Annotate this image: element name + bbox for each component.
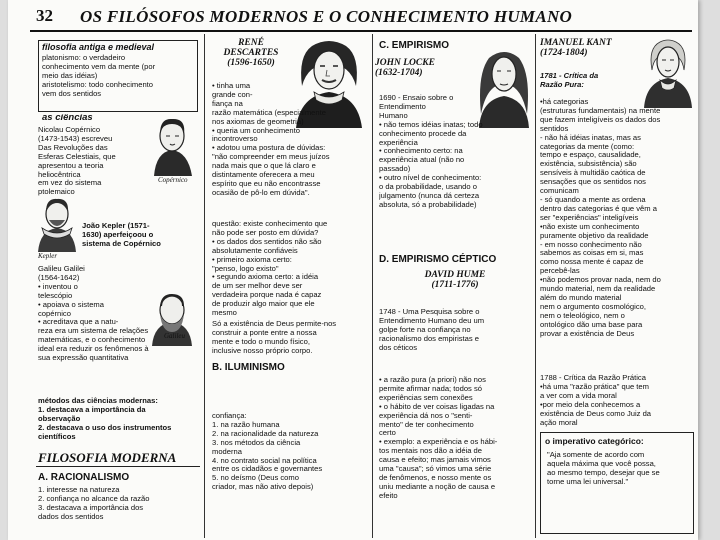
hume-points: • a razão pura (a priori) não nos permite afirmar nada; todos só experiências sem conexões • o hábito de ver coisas ligadas na experiência dá nos o "senti- mento" de ter conhecimento certo • exemplo: a experiência e os hábi- tos mentais nos dão a idéia de causa e efeito; mas jamais vimos uma "causa"; só vimos uma série de fenômenos, e nosso mente os uniu mediante a noção de causa e efeito: [379, 376, 498, 500]
empirismo-ceptico-title: D. EMPIRISMO CÉPTICO: [379, 254, 497, 265]
kepler-text: João Kepler (1571- 1630) aperfeiçoou o sistema de Copérnico: [82, 222, 161, 248]
copernico-caption: Copérnico: [158, 176, 188, 184]
descartes-deus: Só a existência de Deus permite-nos construir a ponte entre a nossa mente e todo o mundo físico, inclusive nosso próprio corpo.: [212, 320, 337, 355]
antiga-medieval-text: platonismo: o verdadeiro conhecimento vem da mente (por meio das idéias) aristotelismo: todo conhecimento vem dos sentidos: [42, 54, 156, 98]
locke-text: 1690 - Ensaio sobre o Entendimento Humano • não temos idéias inatas; todo conhecimento procede da experiência • conhecimento certo: na experiência atual (não no passado) • outro nível de conhecimento: o da probabilidade, usando o julgamento (nunca dá certeza absoluta, só a probabilidade): [379, 94, 483, 209]
column-descartes: [208, 36, 370, 536]
iluminismo-title: B. ILUMINISMO: [212, 362, 285, 373]
hume-name: DAVID HUME (1711-1776): [424, 270, 486, 290]
kant-name: IMANUEL KANT (1724-1804): [540, 38, 612, 58]
racionalismo-text: 1. interesse na natureza 2. confiança no alcance da razão 3. destacava a importância dos dados dos sentidos: [38, 486, 150, 521]
copernico-portrait: [146, 112, 198, 176]
imperativo-box: [540, 432, 694, 534]
racionalismo-title: A. RACIONALISMO: [38, 472, 130, 483]
descartes-questao: questão: existe conhecimento que não pode ser posto em dúvida? • os dados dos sentidos não são absolutamente confiáveis • primeiro axioma certo: "penso, logo existo" • segundo axioma certo: a idéia de um ser melhor deve ser verdadeira porque nada é capaz de produzir algo maior que ele mesmo: [212, 220, 328, 318]
column-divider: [204, 34, 205, 538]
locke-name: JOHN LOCKE (1632-1704): [375, 58, 435, 78]
column-empirismo: [375, 36, 535, 536]
galileu-caption: Galileu: [164, 332, 185, 340]
kant-1788: 1788 - Crítica da Razão Prática •há uma "razão prática" que tem a ver com a vida moral •por meio dela conhecemos a existência de Deus como Juiz da ação moral: [540, 374, 652, 427]
column-divider: [372, 34, 373, 538]
kant-1781: 1781 - Crítica da Razão Pura:: [540, 72, 599, 89]
imperativo-text: "Aja somente de acordo com aquela máxima que você possa, ao mesmo tempo, desejar que se torne uma lei universal.": [547, 451, 660, 486]
kepler-portrait: [34, 192, 80, 252]
copernico-text: Nicolau Copérnico (1473-1543) escreveu Das Revoluções das Esferas Celestiais, que apresentou a teoria heliocêntrica em vez do sistema ptolemaico: [38, 126, 116, 197]
descartes-text: • tinha uma grande con- fiança na razão matemática (especialmente nos axiomas de geometria) • queria um conhecimento incontroverso • adotou uma postura de dúvidas: "não compreender em meus juízos nada mais que o que lá claro e distintamente oferecera a meu espírito que eu não encontrasse ocasião de pô-lo em dúvida".: [212, 82, 330, 197]
metodos-body: métodos das ciências modernas: 1. destacava a importância da observação 2. destacava o uso dos instrumentos científicos: [38, 395, 172, 441]
page-number: 32: [36, 6, 53, 25]
hume-text: 1748 - Uma Pesquisa sobre o Entendimento Humano deu um golpe forte na confiança no racionalismo dos empiristas e dos céticos: [379, 308, 485, 352]
column-antiga-ciencias: [30, 36, 200, 536]
kant-text: •há categorias (estruturas fundamentais) na mente que fazem inteligíveis os dados dos sentidos - não há idéias inatas, mas as categorias da mente (como: tempo e espaço, causalidade, existência, subsistência) são sensíveis à multidão caótica de sensações que os sentidos nos comunicam - só quando a mente as ordena dentro das categorias é que vêm a ser "experiências" inteligíveis •não existe um conhecimento puramente objetivo da realidade - em nosso conhecimento não sabemos as coisas em si, mas como nossa mente é capaz de percebê-las •não podemos provar nada, nem do mundo material, nem da realidade além do mundo material nem o argumento cosmológico, nem o teleológico, nem o ontológico dão uma base para provar a existência de Deus: [540, 98, 661, 338]
empirismo-title: C. EMPIRISMO: [379, 40, 450, 51]
header-rule: [30, 30, 692, 32]
kepler-caption: Kepler: [38, 252, 58, 260]
imperativo-title: o imperativo categórico:: [545, 437, 644, 446]
antiga-medieval-title: filosofia antiga e medieval: [42, 43, 155, 52]
iluminismo-text: confiança: 1. na razão humana 2. na racionalidade da natureza 3. nos métodos da ciência moderna 4. no contrato social na política entre os cidadãos e governantes 5. no deísmo (Deus como criador, mas não ativo depois): [212, 412, 323, 492]
ciencias-heading: as ciências: [42, 114, 93, 123]
filosofia-moderna-title: FILOSOFIA MODERNA: [38, 450, 177, 465]
filosofia-moderna-rule: [36, 466, 200, 467]
galileu-text: Galileu Galilei (1564-1642) • inventou o telescópio • apoiava o sistema copérnico • acreditava que a natu- reza era um sistema de relações matemáticas, e o conhecimento ideal era reduzir os fenômenos à sua expressão quantitativa: [38, 265, 149, 363]
book-page: [8, 0, 698, 540]
descartes-name: RENÉ DESCARTES (1596-1650): [223, 38, 279, 68]
antiga-medieval-box: [38, 40, 198, 112]
column-divider: [535, 34, 536, 538]
metodos-text: [38, 388, 200, 441]
page-header: [30, 6, 690, 32]
column-kant: [538, 36, 698, 536]
page-title: OS FILÓSOFOS MODERNOS E O CONHECIMENTO HUMANO: [80, 7, 573, 26]
